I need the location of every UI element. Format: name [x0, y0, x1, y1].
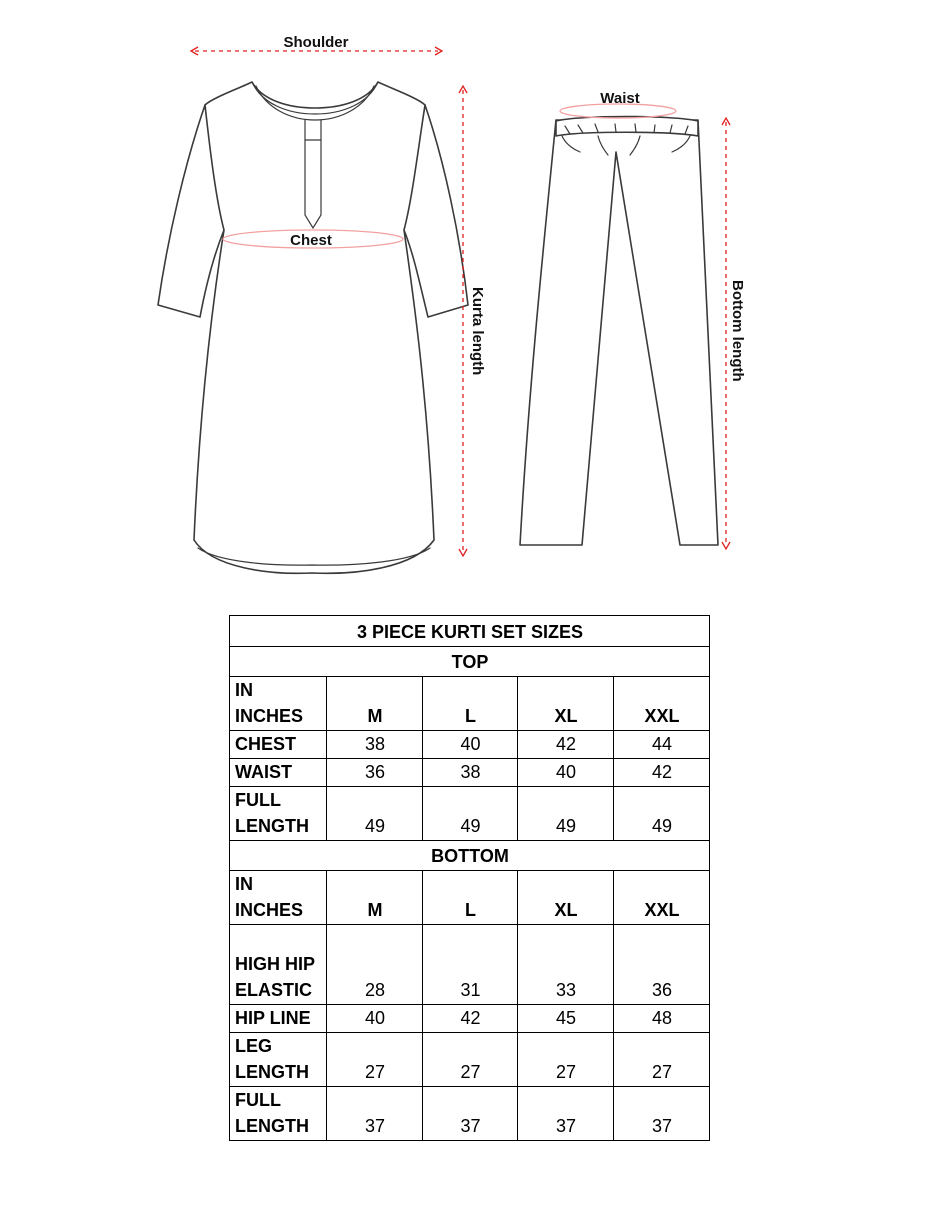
- bottom-length-label: Bottom length: [729, 280, 746, 382]
- cell-value: 27: [327, 1033, 423, 1087]
- cell-value: 27: [518, 1033, 614, 1087]
- table-row: [230, 1087, 710, 1141]
- row-label-line2: LENGTH: [235, 1062, 309, 1082]
- cell-value: 49: [614, 787, 710, 841]
- cell-value: 49: [423, 787, 518, 841]
- table-row: [230, 731, 710, 759]
- table-row: [230, 925, 710, 1005]
- size-header: XXL: [614, 677, 710, 731]
- cell-value: 27: [423, 1033, 518, 1087]
- chest-label: Chest: [290, 232, 332, 249]
- section-title-bottom: BOTTOM: [230, 841, 710, 871]
- row-label-line1: FULL: [235, 790, 281, 810]
- table-title-row: [230, 616, 710, 647]
- shoulder-measure: [191, 34, 442, 55]
- row-label-line1: LEG: [235, 1036, 273, 1056]
- row-label: [230, 787, 327, 841]
- kurta-length-label: Kurta length: [469, 287, 486, 376]
- cell-value: 44: [614, 731, 710, 759]
- cell-value: 37: [614, 1087, 710, 1141]
- size-header: L: [423, 677, 518, 731]
- section-title-top: TOP: [230, 647, 710, 677]
- shoulder-label: Shoulder: [283, 34, 349, 51]
- header-row-bottom: [230, 871, 710, 925]
- row-label-line2: ELASTIC: [235, 980, 313, 1000]
- cell-value: 31: [423, 925, 518, 1005]
- cell-value: 40: [327, 1005, 423, 1033]
- waist-label: Waist: [600, 90, 640, 107]
- cell-value: 36: [614, 925, 710, 1005]
- pants-outline: [520, 120, 718, 545]
- header-label-line2: INCHES: [235, 900, 304, 920]
- cell-value: 37: [518, 1087, 614, 1141]
- header-label: [230, 677, 327, 731]
- cell-value: 49: [327, 787, 423, 841]
- cell-value: 45: [518, 1005, 614, 1033]
- row-label: [230, 925, 327, 1005]
- table-row: [230, 1033, 710, 1087]
- cell-value: 48: [614, 1005, 710, 1033]
- cell-value: 42: [423, 1005, 518, 1033]
- cell-value: 36: [327, 759, 423, 787]
- kurta-illustration: [158, 82, 468, 573]
- row-label: WAIST: [230, 759, 327, 787]
- pants-illustration: [520, 104, 718, 545]
- row-label: CHEST: [230, 731, 327, 759]
- row-label-line2: LENGTH: [235, 816, 309, 836]
- header-label-line1: IN: [235, 680, 253, 700]
- cell-value: 42: [614, 759, 710, 787]
- cell-value: 40: [423, 731, 518, 759]
- table-row: [230, 787, 710, 841]
- size-header: L: [423, 871, 518, 925]
- cell-value: 27: [614, 1033, 710, 1087]
- row-label: [230, 1033, 327, 1087]
- cell-value: 42: [518, 731, 614, 759]
- bottom-length-measure: [722, 118, 746, 549]
- cell-value: 37: [327, 1087, 423, 1141]
- measurement-diagram: [0, 0, 936, 600]
- row-label-line1: HIGH HIP: [235, 954, 316, 974]
- table-row: [230, 759, 710, 787]
- cell-value: 37: [423, 1087, 518, 1141]
- header-label: [230, 871, 327, 925]
- cell-value: 33: [518, 925, 614, 1005]
- cell-value: 38: [327, 731, 423, 759]
- row-label: HIP LINE: [230, 1005, 327, 1033]
- kurta-body: [194, 82, 434, 573]
- cell-value: 40: [518, 759, 614, 787]
- row-label-line2: LENGTH: [235, 1116, 309, 1136]
- size-header: XL: [518, 871, 614, 925]
- header-label-line1: IN: [235, 874, 253, 894]
- size-header: XXL: [614, 871, 710, 925]
- cell-value: 38: [423, 759, 518, 787]
- size-header: M: [327, 677, 423, 731]
- section-row-top: [230, 647, 710, 677]
- table-title: 3 PIECE KURTI SET SIZES: [230, 616, 710, 647]
- row-label: [230, 1087, 327, 1141]
- kurta-length-measure: [459, 86, 486, 556]
- header-row-top: [230, 677, 710, 731]
- header-label-line2: INCHES: [235, 706, 304, 726]
- row-label-line1: FULL: [235, 1090, 281, 1110]
- cell-value: 28: [327, 925, 423, 1005]
- size-header: M: [327, 871, 423, 925]
- section-row-bottom: [230, 841, 710, 871]
- size-chart-table: [229, 615, 710, 1141]
- cell-value: 49: [518, 787, 614, 841]
- table-row: [230, 1005, 710, 1033]
- size-header: XL: [518, 677, 614, 731]
